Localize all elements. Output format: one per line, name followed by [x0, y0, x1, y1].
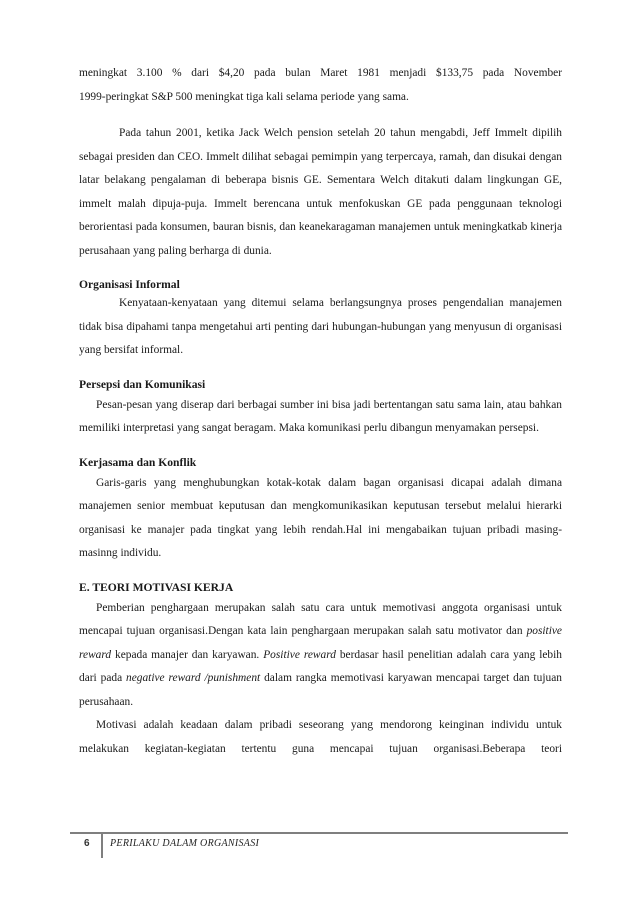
paragraph-teori-motivasi-1 [79, 597, 562, 715]
paragraph-kerjasama-text: Garis-garis yang menghubungkan kotak-kotak dalam bagan organisasi dicapai adalah dimana manajemen senior membuat keputusan dan mengkomunikasikan keputusan tersebut melalui hierarki organisasi ke manajer pada tingkat yang lebih rendah.Hal ini mengabaikan tujuan pribadi masing-masinng individu. [79, 476, 562, 559]
paragraph-kerjasama-konflik [79, 472, 562, 566]
text-segment: dalam rangka memotivasi karyawan mencapai target dan tujuan perusahaan. [79, 672, 562, 708]
emphasis-positive-reward-2: Positive reward [263, 648, 336, 661]
text-segment: Pemberian penghargaan merupakan salah satu cara untuk memotivasi anggota organisasi untuk mencapai tujuan organisasi.Dengan kata lain penghargaan merupakan salah satu motivator dan [79, 601, 562, 637]
footer-divider [101, 834, 103, 858]
heading-persepsi-komunikasi: Persepsi dan Komunikasi [79, 377, 206, 391]
paragraph-organisasi-informal: Kenyataan-kenyataan yang ditemui selama berlangsungnya proses pengendalian manajemen tidak bisa dipahami tanpa mengetahui arti penting dari hubungan-hubungan yang menyusun di organisasi yang bersifat informal. [79, 297, 562, 356]
emphasis-positive-reward: positive reward [79, 625, 562, 661]
heading-kerjasama-konflik: Kerjasama dan Konflik [79, 455, 197, 469]
running-title: PERILAKU DALAM ORGANISASI [110, 838, 260, 849]
page-number: 6 [84, 838, 90, 849]
paragraph-teori-motivasi-2: Motivasi adalah keadaan dalam pribadi seseorang yang mendorong keinginan individu untuk melakukan kegiatan-kegiatan tertentu guna mencapai tujuan organisasi.Beberapa teori [79, 719, 562, 755]
heading-teori-motivasi: E. TEORI MOTIVASI KERJA [79, 580, 234, 594]
document-body [79, 62, 562, 761]
page-footer [70, 832, 568, 862]
heading-organisasi-informal: Organisasi Informal [79, 278, 180, 291]
paragraph-welch-immelt: Pada tahun 2001, ketika Jack Welch pension setelah 20 tahun mengabdi, Jeff Immelt dipilih sebagai presiden dan CEO. Immelt dilihat sebagai pemimpin yang terpercaya, ramah, dan disukai dengan latar belakang pengalaman di beberapa bisnis GE. Sementara Welch ditakuti dalam lingkungan GE, immelt malah dipuja-puja. Immelt berencana untuk menfokuskan GE pada penggunaan teknologi berorientasi pada konsumen, bauran bisnis, dan keanekaragaman manajemen untuk meningkatkab kinerja perusahaan yang paling berharga di dunia. [79, 127, 562, 257]
paragraph-persepsi-komunikasi: Pesan-pesan yang diserap dari berbagai sumber ini bisa jadi bertentangan satu sama lain, atau bahkan memiliki interpretasi yang sangat beragam. Maka komunikasi perlu dibangun menyamakan persepsi. [79, 398, 562, 434]
text-segment: berdasar hasil penelitian adalah cara yang lebih dari pada [79, 648, 562, 684]
emphasis-negative-reward: negative reward /punishment [126, 672, 261, 684]
paragraph-continued-line2: 1999-peringkat S&P 500 meningkat tiga kali selama periode yang sama. [79, 90, 409, 103]
paragraph-continued-line1: meningkat 3.100 % dari $4,20 pada bulan Maret 1981 menjadi $133,75 pada November [79, 67, 562, 79]
text-segment: kepada manajer dan karyawan. [111, 648, 264, 661]
footer-rule [70, 832, 568, 834]
